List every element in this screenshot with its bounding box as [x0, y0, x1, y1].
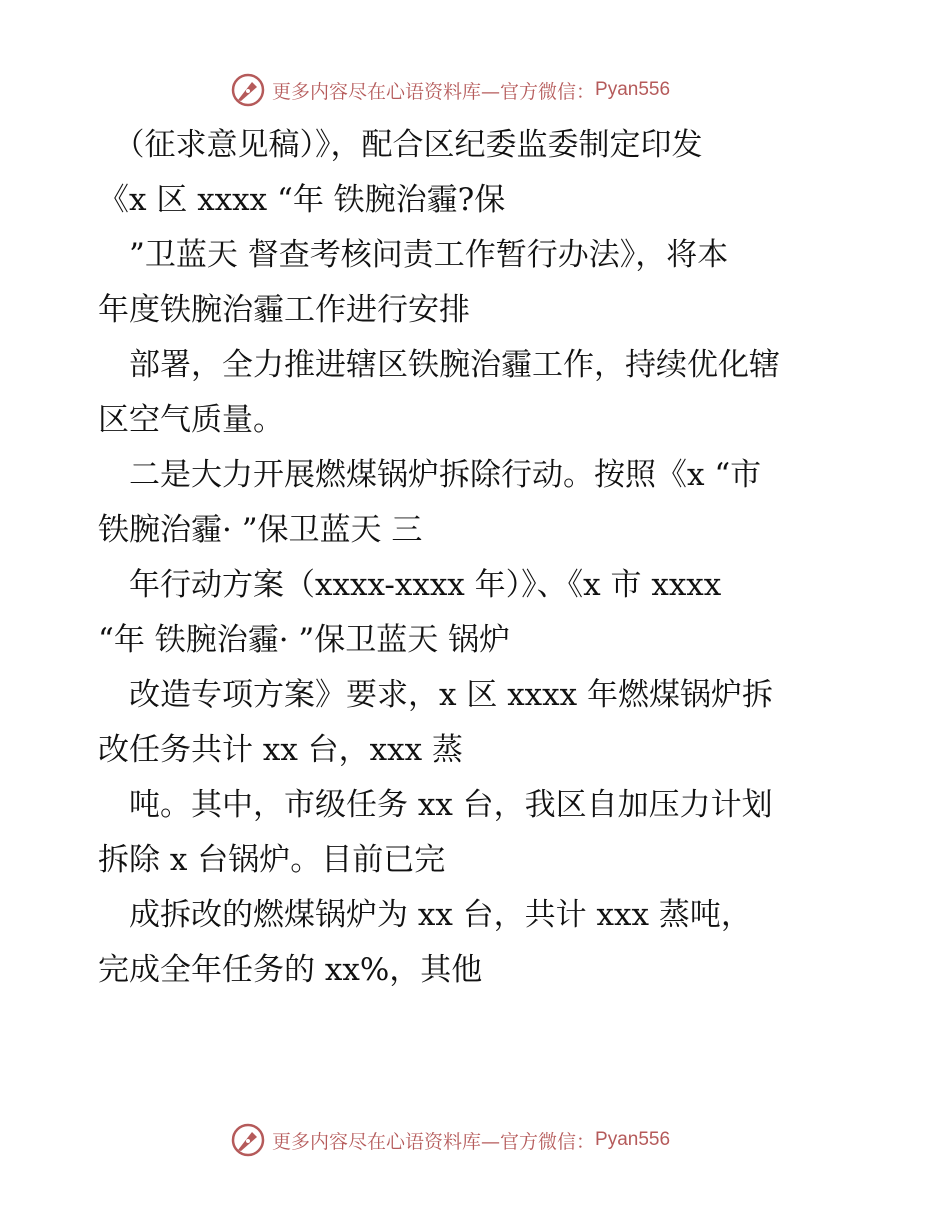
watermark-text: 更多内容尽在心语资料库—官方微信：: [272, 80, 596, 103]
footer-watermark: [230, 1120, 670, 1160]
body-line: 改造专项方案》要求，x 区 xxxx 年燃煤锅炉拆: [98, 677, 773, 713]
body-line: 成拆改的燃煤锅炉为 xx 台，共计 xxx 蒸吨，: [98, 897, 752, 933]
header-watermark: [230, 70, 670, 110]
body-line: 部署，全力推进辖区铁腕治霾工作，持续优化辖: [98, 347, 780, 383]
body-line: 改任务共计 xx 台，xxx 蒸: [98, 732, 463, 768]
body-line: 完成全年任务的 xx%，其他: [98, 952, 483, 988]
watermark-wechat-id: Pyan556: [595, 1129, 671, 1150]
pen-nib-logo: [230, 72, 266, 108]
document-body: [98, 118, 878, 998]
body-line: （征求意见稿）》，配合区纪委监委制定印发: [98, 127, 703, 163]
pen-nib-logo: [230, 1122, 266, 1158]
body-line: 拆除 x 台锅炉。目前已完: [98, 842, 446, 878]
body-line: 年行动方案（xxxx-xxxx 年）》、《x 市 xxxx: [98, 567, 722, 603]
body-line: ”卫蓝天 督查考核问责工作暂行办法》，将本: [98, 237, 729, 273]
body-line: 年度铁腕治霾工作进行安排: [98, 292, 470, 328]
watermark-wechat-id: Pyan556: [595, 79, 671, 100]
watermark-text: 更多内容尽在心语资料库—官方微信：: [272, 1130, 596, 1153]
body-line: 二是大力开展燃煤锅炉拆除行动。按照《x “市: [98, 457, 762, 493]
body-line: 吨。其中，市级任务 xx 台，我区自加压力计划: [98, 787, 773, 823]
body-line: 区空气质量。: [98, 402, 284, 438]
body-line: “年 铁腕治霾· ”保卫蓝天 锅炉: [98, 622, 511, 658]
body-line: 铁腕治霾· ”保卫蓝天 三: [98, 512, 423, 548]
body-line: 《x 区 xxxx “年 铁腕治霾?保: [98, 182, 506, 218]
